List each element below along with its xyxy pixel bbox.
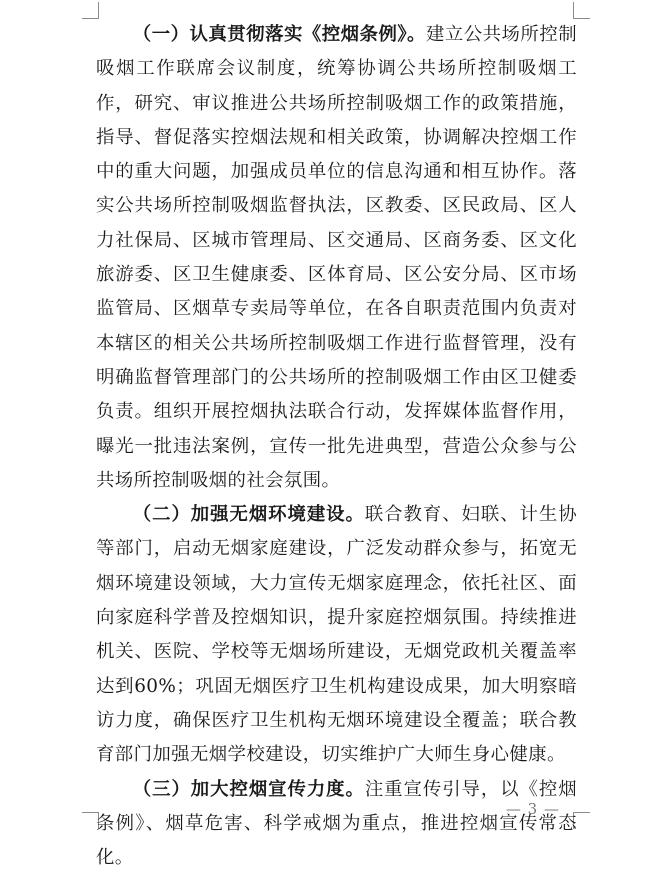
paragraph-3 <box>96 773 577 875</box>
crop-mark-top-left-v <box>98 2 99 19</box>
page-number: — 3 — <box>505 800 560 818</box>
paragraph-3-heading: （三）加大控烟宣传力度。 <box>132 778 365 800</box>
paragraph-3-text: 注重宣传引导，以《控烟条例》、烟草危害、科学戒烟为重点，推进控烟宣传常态化。 <box>96 778 577 869</box>
paragraph-1 <box>96 18 577 498</box>
paragraph-1-heading: （一）认真贯彻落实《控烟条例》。 <box>132 24 426 45</box>
paragraph-1-text: 建立公共场所控制吸烟工作联席会议制度，统筹协调公共场所控制吸烟工作，研究、审议推进公共场所控制吸烟工作的政策措施，指导、督促落实控烟法规和相关政策，协调解决控烟工作中的重大问题，加强成员单位的信息沟通和相互协作。落实公共场所控制吸烟监督执法，区教委、区民政局、区人力社保局、区城市管理局、区交通局、区商务委、区文化旅游委、区卫生健康委、区体育局、区公安分局、区市场监管局、区烟草专卖局等单位，在各自职责范围内负责对本辖区的相关公共场所控制吸烟工作进行监督管理，没有明确监督管理部门的公共场所的控制吸烟工作由区卫健委负责。组织开展控烟执法联合行动，发挥媒体监督作用，曝光一批违法案例，宣传一批先进典型，营造公众参与公共场所控制吸烟的社会氛围。 <box>96 24 577 491</box>
paragraph-2-heading: （二）加强无烟环境建设。 <box>132 504 365 526</box>
crop-mark-top-right-v <box>573 2 574 19</box>
paragraph-2 <box>96 498 577 772</box>
paragraph-2-text: 联合教育、妇联、计生协等部门，启动无烟家庭建设，广泛发动群众参与，拓宽无烟环境建设领域，大力宣传无烟家庭理念，依托社区、面向家庭科学普及控烟知识，提升家庭控烟氛围。持续推进机关、医院、学校等无烟场所建设，无烟党政机关覆盖率达到60%；巩固无烟医疗卫生机构建设成果，加大明察暗访力度，确保医疗卫生机构无烟环境建设全覆盖；联合教育部门加强无烟学校建设，切实维护广大师生身心健康。 <box>96 504 577 766</box>
document-body <box>96 18 577 875</box>
